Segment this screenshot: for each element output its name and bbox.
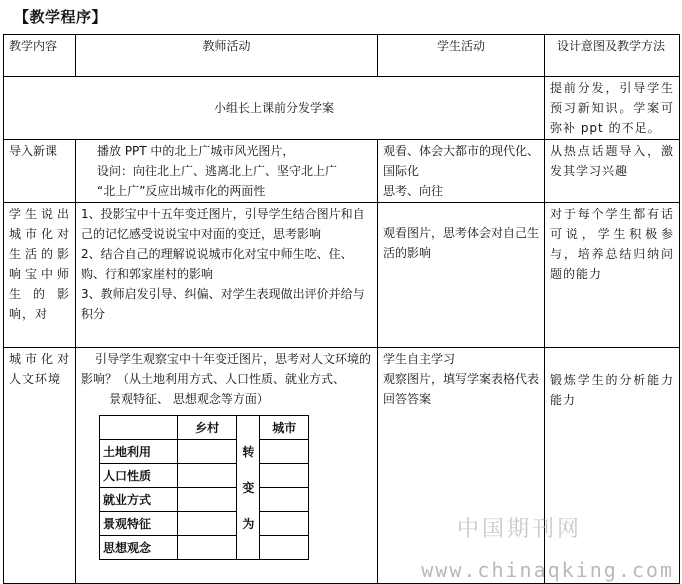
row-label: 土地利用 [100,440,178,464]
comparison-table [99,415,309,560]
student-cell [378,348,545,584]
inner-blank [100,416,178,440]
teacher-text-2: 景观特征、 思想观念等方面） [109,392,269,406]
city-cell [260,440,309,464]
rural-cell [178,512,237,536]
rural-cell [178,488,237,512]
content-cell: 城市化对人文环境 [4,348,76,584]
student-line: 观看、体会大都市的现代化、国际化 [383,144,540,178]
header-row [4,35,680,77]
change-label [237,416,260,560]
header-content: 教学内容 [4,35,76,77]
table-row [4,203,680,348]
row-label: 思想观念 [100,536,178,560]
teacher-item: 1、投影宝中十五年变迁图片，引导学生结合图片和自己的记忆感受说说宝中对面的变迁，思考影响 [81,207,365,241]
table-row [4,77,680,140]
city-cell [260,512,309,536]
design-cell: 提前分发，引导学生预习新知识。学案可弥补 ppt 的不足。 [545,77,680,140]
content-cell: 学生说出城市化对生活的影响宝中师生 的 影响，对 [4,203,76,348]
student-cell [378,140,545,203]
table-row [4,348,680,584]
teaching-procedure-table [3,34,680,584]
teacher-line: “北上广”反应出城市化的两面性 [97,184,266,198]
teacher-item: 2、结合自己的理解说说城市化对宝中师生吃、住、购、行和郭家崖村的影响 [81,247,353,281]
teacher-cell [76,348,378,584]
merged-cell: 小组长上课前分发学案 [4,77,545,140]
row-label: 景观特征 [100,512,178,536]
student-line: 观察图片，填写学案表格代表回答答案 [383,372,540,406]
city-cell [260,488,309,512]
teacher-line: 播放 PPT 中的北上广城市风光图片， [97,144,295,158]
city-cell [260,536,309,560]
change-char: 变 [242,480,255,495]
row-label: 就业方式 [100,488,178,512]
col-city: 城市 [260,416,309,440]
rural-cell [178,464,237,488]
city-cell [260,464,309,488]
watermark-url: www.chinaqking.com [421,558,674,582]
student-cell: 观看图片，思考体会对自己生活的影响 [378,203,545,348]
rural-cell [178,536,237,560]
row-label: 人口性质 [100,464,178,488]
design-cell: 对于每个学生都有话可说，学生积极参与，培养总结归纳问题的能力 [545,203,680,348]
watermark-cn: 中国期刊网 [456,517,582,542]
rural-cell [178,440,237,464]
table-row [4,140,680,203]
student-line: 学生自主学习 [383,352,456,366]
change-char: 为 [242,516,255,531]
teacher-text: 引导学生观察宝中十年变迁图片，思考对人文环境的影响？（从土地利用方式、人口性质、就业方式、 [81,352,372,386]
teacher-line: 设问：向往北上广、逃离北上广、坚守北上广 [97,164,338,178]
teacher-cell [76,203,378,348]
change-char: 转 [242,444,255,459]
teacher-cell [76,140,378,203]
section-title: 【教学程序】 [14,8,108,26]
header-teacher: 教师活动 [76,35,378,77]
student-line: 思考、向往 [383,184,444,198]
design-cell: 锻炼学生的分析能力能力 [545,348,680,584]
header-student: 学生活动 [378,35,545,77]
teacher-item: 3、教师启发引导、纠偏、对学生表现做出评价并给与积分 [81,287,365,321]
col-rural: 乡村 [178,416,237,440]
design-cell: 从热点话题导入，激发其学习兴趣 [545,140,680,203]
content-cell: 导入新课 [4,140,76,203]
header-design: 设计意图及教学方法 [545,35,680,77]
